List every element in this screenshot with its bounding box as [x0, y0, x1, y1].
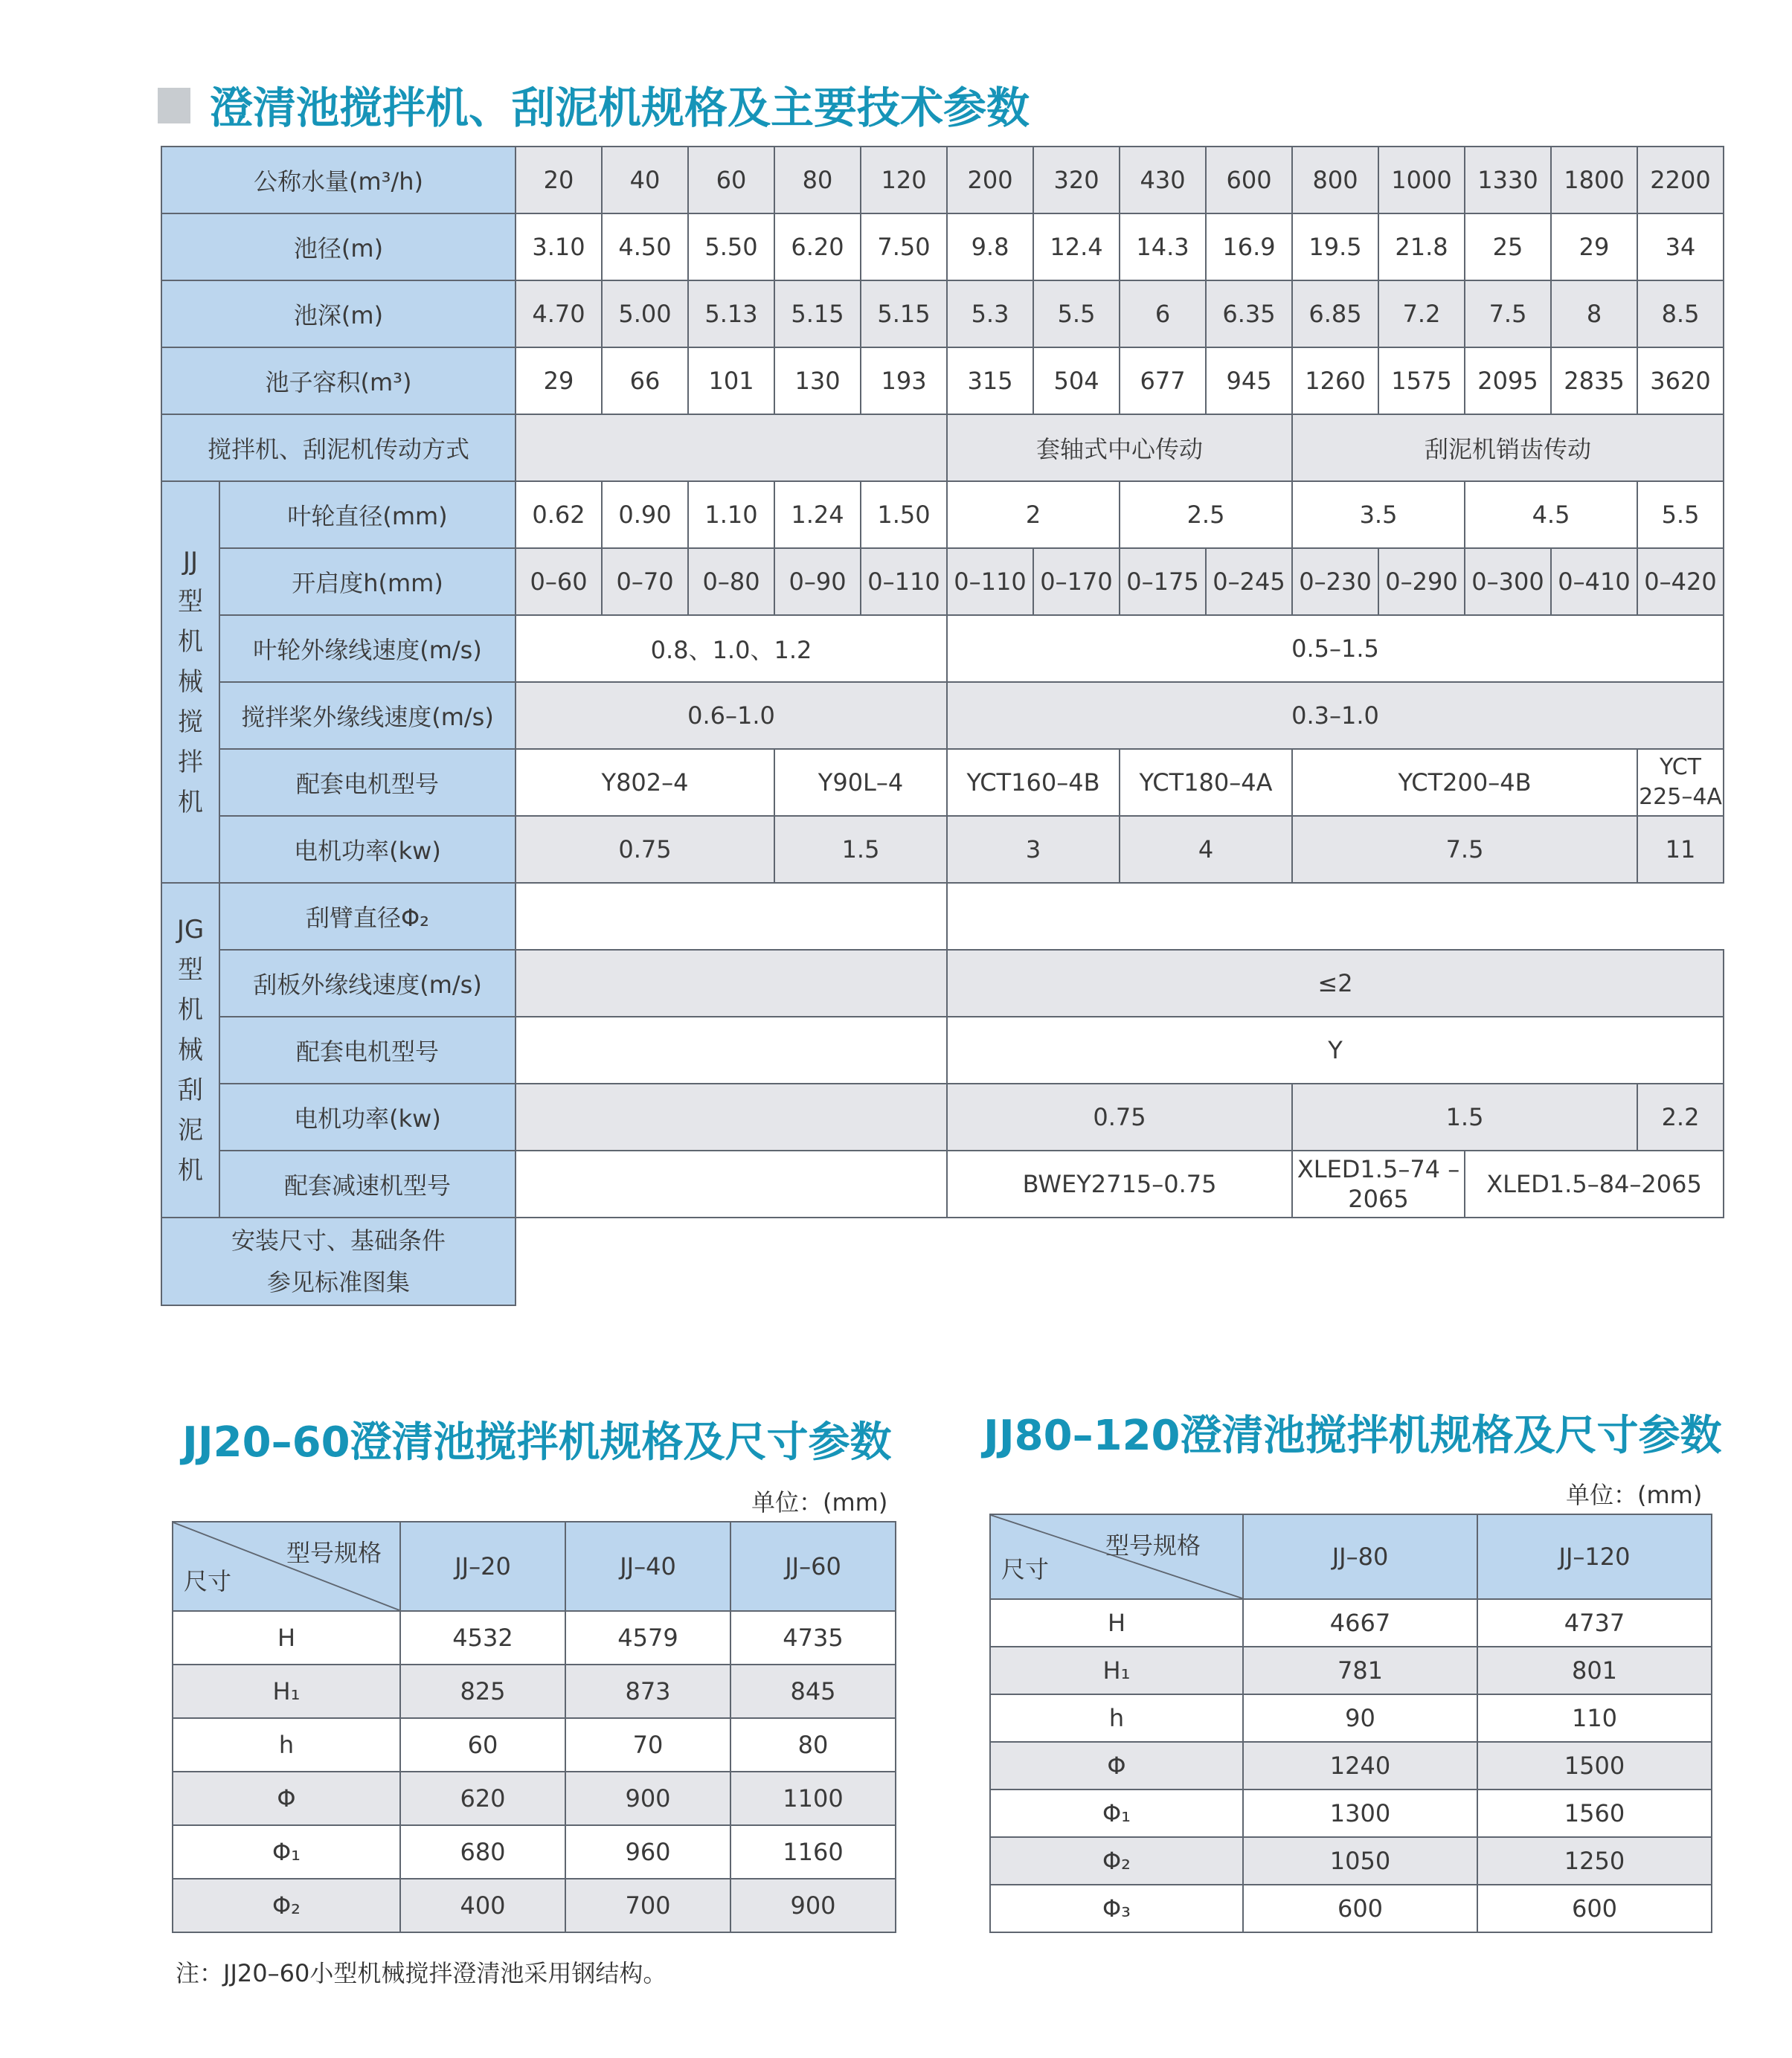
jg-group-text: JG 型 机 械 刮 泥 机 — [176, 915, 205, 1186]
table-cell: 0.5–1.5 — [947, 615, 1724, 682]
row-label: 配套减速机型号 — [219, 1151, 516, 1218]
table-cell: 7.50 — [861, 213, 947, 280]
table-cell: 7.5 — [1292, 816, 1637, 883]
table-cell: 1.5 — [1292, 1084, 1637, 1151]
row-label: 电机功率(kw) — [219, 1084, 516, 1151]
table-cell: 4.5 — [1465, 481, 1637, 548]
table-cell: 5.00 — [602, 280, 688, 347]
row-capacity — [161, 147, 1724, 213]
table-cell: Y802–4 — [516, 749, 774, 816]
row-jj-power — [161, 816, 1724, 883]
table-cell: 0–230 — [1292, 548, 1378, 615]
table-cell: 29 — [1551, 213, 1637, 280]
row-label: h — [173, 1718, 400, 1772]
table-cell: YCT200–4B — [1292, 749, 1637, 816]
table-cell: 0–110 — [947, 548, 1033, 615]
row-label: 开启度h(mm) — [219, 548, 516, 615]
table-cell: 7.5 — [1465, 280, 1551, 347]
jj-group-label — [161, 481, 219, 883]
table-cell: 200 — [947, 147, 1033, 213]
row-label: 电机功率(kw) — [219, 816, 516, 883]
jj20-60-title: JJ20–60澄清池搅拌机规格及尺寸参数 — [182, 1418, 892, 1467]
corner-top-label: 型号规格 — [1105, 1531, 1201, 1560]
table-cell: 0–175 — [1120, 548, 1206, 615]
table-cell: 845 — [730, 1665, 896, 1718]
table-cell: 2200 — [1637, 147, 1724, 213]
row-diameter — [161, 213, 1724, 280]
table-row — [173, 1665, 896, 1718]
unit-label: 单位：(mm) — [1566, 1481, 1703, 1509]
table-row — [173, 1611, 896, 1665]
table-cell: YCT180–4A — [1120, 749, 1292, 816]
table-row — [990, 1790, 1712, 1837]
table-cell: 29 — [516, 347, 602, 414]
table-cell: 2835 — [1551, 347, 1637, 414]
row-volume — [161, 347, 1724, 414]
table-row — [173, 1772, 896, 1825]
table-cell: ≤2 — [947, 950, 1724, 1017]
table-cell: 2 — [947, 481, 1120, 548]
row-reducer — [161, 1151, 1724, 1218]
table-cell: 677 — [1120, 347, 1206, 414]
table-cell: 11 — [1637, 816, 1724, 883]
table-cell: 430 — [1120, 147, 1206, 213]
jj80-120-title: JJ80–120澄清池搅拌机规格及尺寸参数 — [983, 1412, 1722, 1460]
table-cell: 1.10 — [688, 481, 774, 548]
main-spec-table — [161, 146, 1724, 1306]
table-cell: 6.35 — [1206, 280, 1292, 347]
table-cell: YCT160–4B — [947, 749, 1120, 816]
table-cell: 801 — [1477, 1647, 1712, 1694]
table-cell: 900 — [730, 1879, 896, 1932]
row-label — [161, 1218, 516, 1305]
row-label: 刮臂直径Φ₂ — [219, 883, 516, 950]
table-cell: 0–170 — [1033, 548, 1120, 615]
table-cell: Y — [947, 1017, 1724, 1084]
row-scraper-speed — [161, 950, 1724, 1017]
table-cell: 0–300 — [1465, 548, 1551, 615]
table-cell: 504 — [1033, 347, 1120, 414]
table-cell: 5.3 — [947, 280, 1033, 347]
table-cell: 101 — [688, 347, 774, 414]
table-row — [173, 1879, 896, 1932]
table-cell: 1.24 — [774, 481, 861, 548]
row-depth — [161, 280, 1724, 347]
table-cell: 320 — [1033, 147, 1120, 213]
jj80-120-spec-table — [989, 1514, 1712, 1933]
row-drive — [161, 414, 1724, 481]
table-cell: YCT 225–4A — [1637, 749, 1724, 816]
model-header: JJ–120 — [1477, 1514, 1712, 1599]
table-cell: 193 — [861, 347, 947, 414]
table-cell: 900 — [565, 1772, 730, 1825]
table-cell: 120 — [861, 147, 947, 213]
row-impeller-dia — [161, 481, 1724, 548]
table-cell — [516, 414, 947, 481]
corner-top-label: 型号规格 — [286, 1539, 382, 1567]
table-cell: XLED1.5–74 –2065 — [1292, 1151, 1465, 1218]
table-cell: 1560 — [1477, 1790, 1712, 1837]
table-cell: 781 — [1243, 1647, 1477, 1694]
table-cell: 2.5 — [1120, 481, 1292, 548]
table-cell: 8 — [1551, 280, 1637, 347]
row-label: h — [990, 1694, 1243, 1742]
corner-bottom-label: 尺寸 — [1001, 1555, 1050, 1583]
row-scraper-dia — [161, 883, 1724, 950]
table-cell: 4.50 — [602, 213, 688, 280]
jj-group-text: JJ 型 机 械 搅 拌 机 — [178, 547, 203, 817]
table-cell: 1250 — [1477, 1837, 1712, 1885]
table-cell: 21.8 — [1378, 213, 1465, 280]
table-row — [990, 1742, 1712, 1790]
table-cell: 5.15 — [861, 280, 947, 347]
row-label: Φ — [990, 1742, 1243, 1790]
table-cell: 4579 — [565, 1611, 730, 1665]
table-cell: 1050 — [1243, 1837, 1477, 1885]
page-title: 澄清池搅拌机、刮泥机规格及主要技术参数 — [210, 83, 1030, 133]
table-cell: 130 — [774, 347, 861, 414]
table-cell: 4735 — [730, 1611, 896, 1665]
row-label: H₁ — [990, 1647, 1243, 1694]
table-cell: 4 — [1120, 816, 1292, 883]
corner-bottom-label: 尺寸 — [184, 1567, 232, 1595]
table-cell: 620 — [400, 1772, 565, 1825]
row-label: Φ — [173, 1772, 400, 1825]
row-label: 池深(m) — [161, 280, 516, 347]
table-cell: 90 — [1243, 1694, 1477, 1742]
table-cell: 60 — [400, 1718, 565, 1772]
table-cell: 0–110 — [861, 548, 947, 615]
table-cell: 2.2 — [1637, 1084, 1724, 1151]
table-cell: 60 — [688, 147, 774, 213]
model-header: JJ–60 — [730, 1522, 896, 1611]
table-cell: 1330 — [1465, 147, 1551, 213]
row-opening — [161, 548, 1724, 615]
table-cell: Y90L–4 — [774, 749, 947, 816]
table-cell: 600 — [1206, 147, 1292, 213]
table-cell: 8.5 — [1637, 280, 1724, 347]
table-cell: 1240 — [1243, 1742, 1477, 1790]
row-label: 叶轮外缘线速度(m/s) — [219, 615, 516, 682]
table-cell: 315 — [947, 347, 1033, 414]
unit-label: 单位：(mm) — [751, 1488, 888, 1517]
table-cell: 16.9 — [1206, 213, 1292, 280]
row-impeller-speed — [161, 615, 1724, 682]
table-cell: 1500 — [1477, 1742, 1712, 1790]
row-jj-motor — [161, 749, 1724, 816]
table-cell: 2095 — [1465, 347, 1551, 414]
table-row — [173, 1825, 896, 1879]
row-label: H₁ — [173, 1665, 400, 1718]
table-row — [990, 1599, 1712, 1647]
table-cell: XLED1.5–84–2065 — [1465, 1151, 1724, 1218]
table-cell: 套轴式中心传动 — [947, 414, 1292, 481]
row-label: Φ₁ — [173, 1825, 400, 1879]
row-label: 公称水量(m³/h) — [161, 147, 516, 213]
model-header: JJ–40 — [565, 1522, 730, 1611]
row-paddle-speed — [161, 682, 1724, 749]
table-cell: 0–70 — [602, 548, 688, 615]
jj20-60-spec-table — [172, 1521, 896, 1933]
table-cell: 4.70 — [516, 280, 602, 347]
table-cell: 700 — [565, 1879, 730, 1932]
table-cell: 680 — [400, 1825, 565, 1879]
footnote: 注：JJ20–60小型机械搅拌澄清池采用钢结构。 — [176, 1959, 667, 1987]
table-cell: 0–420 — [1637, 548, 1724, 615]
table-cell — [516, 950, 947, 1017]
table-cell: 0.6–1.0 — [516, 682, 947, 749]
table-cell: 1575 — [1378, 347, 1465, 414]
table-cell: 5.13 — [688, 280, 774, 347]
table-cell: 3.10 — [516, 213, 602, 280]
table-cell — [516, 1017, 947, 1084]
header-row — [990, 1514, 1712, 1599]
row-label: 刮板外缘线速度(m/s) — [219, 950, 516, 1017]
table-cell: 0.75 — [516, 816, 774, 883]
table-cell: 14.3 — [1120, 213, 1206, 280]
table-cell: 1.5 — [774, 816, 947, 883]
row-jg-power — [161, 1084, 1724, 1151]
table-cell: BWEY2715–0.75 — [947, 1151, 1292, 1218]
table-cell: 4667 — [1243, 1599, 1477, 1647]
header-row — [173, 1522, 896, 1611]
table-row — [990, 1694, 1712, 1742]
table-cell: 0–245 — [1206, 548, 1292, 615]
table-cell: 3.5 — [1292, 481, 1465, 548]
table-cell: 0.75 — [947, 1084, 1292, 1151]
table-cell: 0–290 — [1378, 548, 1465, 615]
table-cell: 6 — [1120, 280, 1206, 347]
row-label: H — [990, 1599, 1243, 1647]
row-label: 池子容积(m³) — [161, 347, 516, 414]
table-cell: 800 — [1292, 147, 1378, 213]
table-cell: 5.50 — [688, 213, 774, 280]
table-cell: 20 — [516, 147, 602, 213]
table-cell: 5.5 — [1637, 481, 1724, 548]
table-cell: 80 — [774, 147, 861, 213]
table-cell — [516, 1084, 947, 1151]
table-cell: 5.15 — [774, 280, 861, 347]
model-header: JJ–80 — [1243, 1514, 1477, 1599]
table-cell: 1000 — [1378, 147, 1465, 213]
table-cell: 1260 — [1292, 347, 1378, 414]
table-cell: 5.5 — [1033, 280, 1120, 347]
row-label: 搅拌机、刮泥机传动方式 — [161, 414, 516, 481]
table-cell: 600 — [1243, 1885, 1477, 1932]
table-cell: 1300 — [1243, 1790, 1477, 1837]
table-cell: 0.3–1.0 — [947, 682, 1724, 749]
table-cell: 0–410 — [1551, 548, 1637, 615]
table-cell: 110 — [1477, 1694, 1712, 1742]
table-row — [990, 1885, 1712, 1932]
table-cell: 1.50 — [861, 481, 947, 548]
row-label: 配套电机型号 — [219, 1017, 516, 1084]
table-cell: 4532 — [400, 1611, 565, 1665]
table-cell: 12.4 — [1033, 213, 1120, 280]
table-cell: 825 — [400, 1665, 565, 1718]
table-cell — [516, 883, 947, 950]
table-cell: 0.90 — [602, 481, 688, 548]
table-cell: 0–60 — [516, 548, 602, 615]
table-cell: 1100 — [730, 1772, 896, 1825]
row-label: Φ₃ — [990, 1885, 1243, 1932]
table-cell — [516, 1151, 947, 1218]
table-cell: 6.20 — [774, 213, 861, 280]
table-cell: 刮泥机销齿传动 — [1292, 414, 1724, 481]
row-label: Φ₂ — [990, 1837, 1243, 1885]
table-cell: 6.85 — [1292, 280, 1378, 347]
table-row — [173, 1718, 896, 1772]
row-label: 搅拌桨外缘线速度(m/s) — [219, 682, 516, 749]
table-cell: 1800 — [1551, 147, 1637, 213]
row-label: 叶轮直径(mm) — [219, 481, 516, 548]
table-cell: 945 — [1206, 347, 1292, 414]
table-cell: 3 — [947, 816, 1120, 883]
table-row — [990, 1837, 1712, 1885]
table-cell: 873 — [565, 1665, 730, 1718]
table-cell: 9.8 — [947, 213, 1033, 280]
row-label: Φ₂ — [173, 1879, 400, 1932]
row-label: 配套电机型号 — [219, 749, 516, 816]
table-cell: 1160 — [730, 1825, 896, 1879]
row-label: Φ₁ — [990, 1790, 1243, 1837]
model-header: JJ–20 — [400, 1522, 565, 1611]
table-cell: 0–80 — [688, 548, 774, 615]
title-marker-square — [158, 88, 190, 123]
table-cell: 40 — [602, 147, 688, 213]
table-cell: 25 — [1465, 213, 1551, 280]
table-cell: 600 — [1477, 1885, 1712, 1932]
table-cell: 34 — [1637, 213, 1724, 280]
row-jg-motor — [161, 1017, 1724, 1084]
table-cell: 0–90 — [774, 548, 861, 615]
jg-group-label — [161, 883, 219, 1218]
row-install — [161, 1218, 1724, 1305]
corner-header — [173, 1522, 400, 1611]
table-cell: 400 — [400, 1879, 565, 1932]
table-cell: 80 — [730, 1718, 896, 1772]
table-row — [990, 1647, 1712, 1694]
table-cell: 0.8、1.0、1.2 — [516, 615, 947, 682]
table-cell: 3620 — [1637, 347, 1724, 414]
table-cell: 70 — [565, 1718, 730, 1772]
corner-header — [990, 1514, 1243, 1599]
table-cell: 19.5 — [1292, 213, 1378, 280]
row-label: H — [173, 1611, 400, 1665]
install-label-line-1: 安装尺寸、基础条件 — [231, 1226, 446, 1255]
row-label: 池径(m) — [161, 213, 516, 280]
table-cell: 7.2 — [1378, 280, 1465, 347]
table-cell: 4737 — [1477, 1599, 1712, 1647]
table-cell: 960 — [565, 1825, 730, 1879]
install-label-line-2: 参见标准图集 — [267, 1268, 411, 1296]
table-cell: 66 — [602, 347, 688, 414]
table-cell: 0.62 — [516, 481, 602, 548]
